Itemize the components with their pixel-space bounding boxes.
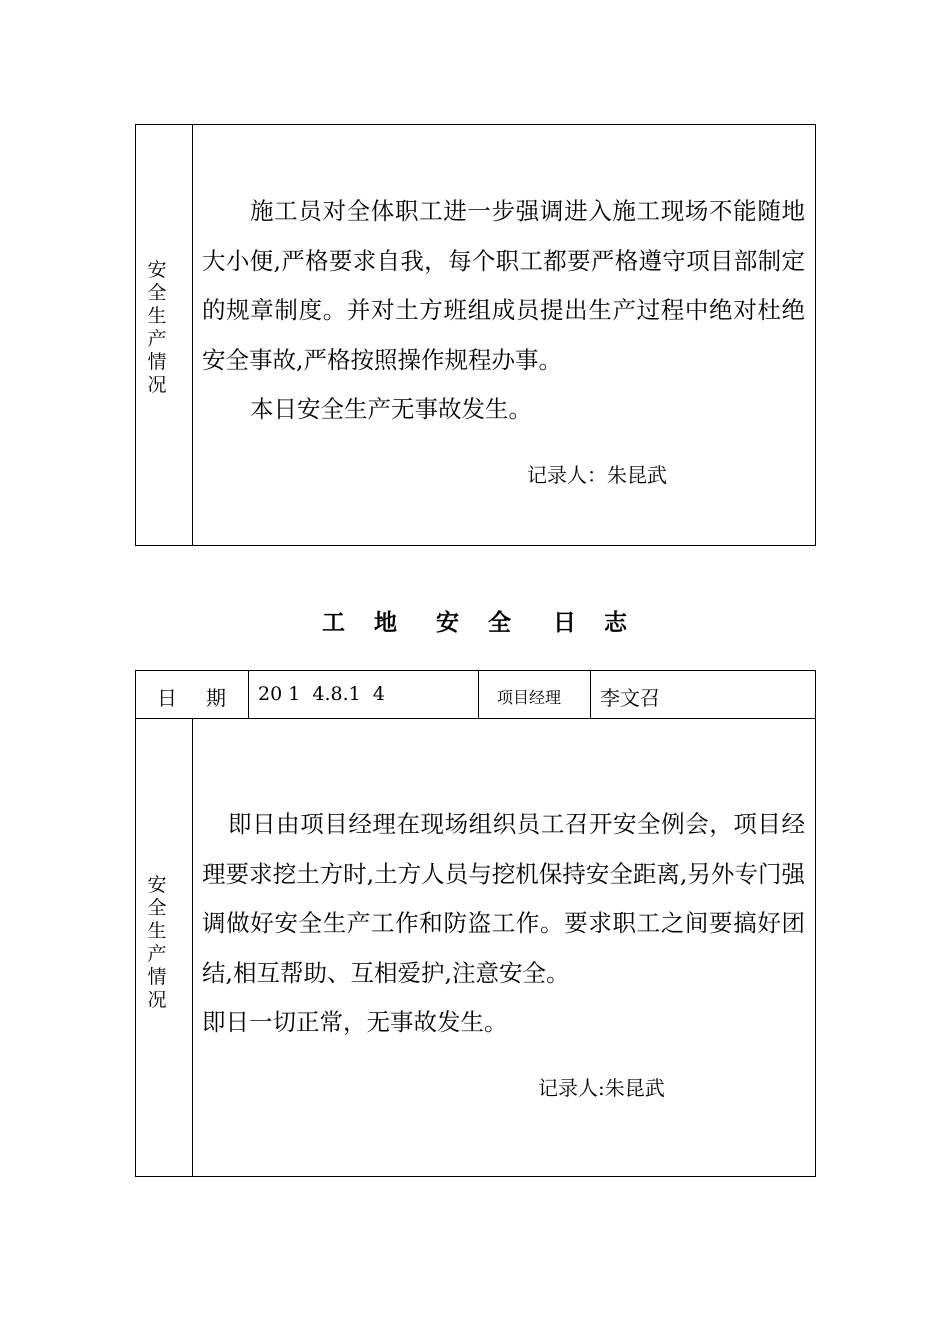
table-2-header-divider-3: [590, 670, 591, 718]
table-2-header-divider: [135, 718, 816, 719]
safety-report-paragraph-2: 即日由项目经理在现场组织员工召开安全例会，项目经理要求挖土方时,土方人员与挖机保持安全距离,另外专门强调做好安全生产工作和防盗工作。要求职工之间要搞好团结,相互帮助、互相爱护,注意安全。: [202, 810, 805, 987]
table-2-header-divider-1: [248, 670, 249, 718]
safety-summary-paragraph-2: 即日一切正常，无事故发生。: [202, 1008, 508, 1036]
safety-status-label-1: 安 全 生 产 情 况: [147, 259, 167, 396]
table-1-divider: [192, 124, 193, 546]
date-value: 20 1 4.8.1 4: [258, 683, 385, 705]
recorder-2: 记录人:朱昆武: [538, 1076, 665, 1100]
table-2-body-divider: [192, 718, 193, 1177]
project-manager-label: 项目经理: [497, 688, 562, 707]
table-2-header-divider-2: [478, 670, 479, 718]
safety-status-label-2: 安 全 生 产 情 况: [147, 874, 167, 1011]
safety-summary-paragraph-1: 本日安全生产无事故发生。: [250, 395, 532, 423]
recorder-1: 记录人：朱昆武: [527, 463, 667, 487]
project-manager-value: 李文召: [600, 686, 660, 710]
safety-report-paragraph-1: 施工员对全体职工进一步强调进入施工现场不能随地大小便,严格要求自我，每个职工都要严格遵守项目部制定的规章制度。并对土方班组成员提出生产过程中绝对杜绝安全事故,严格按照操作规程办事。: [202, 197, 805, 374]
